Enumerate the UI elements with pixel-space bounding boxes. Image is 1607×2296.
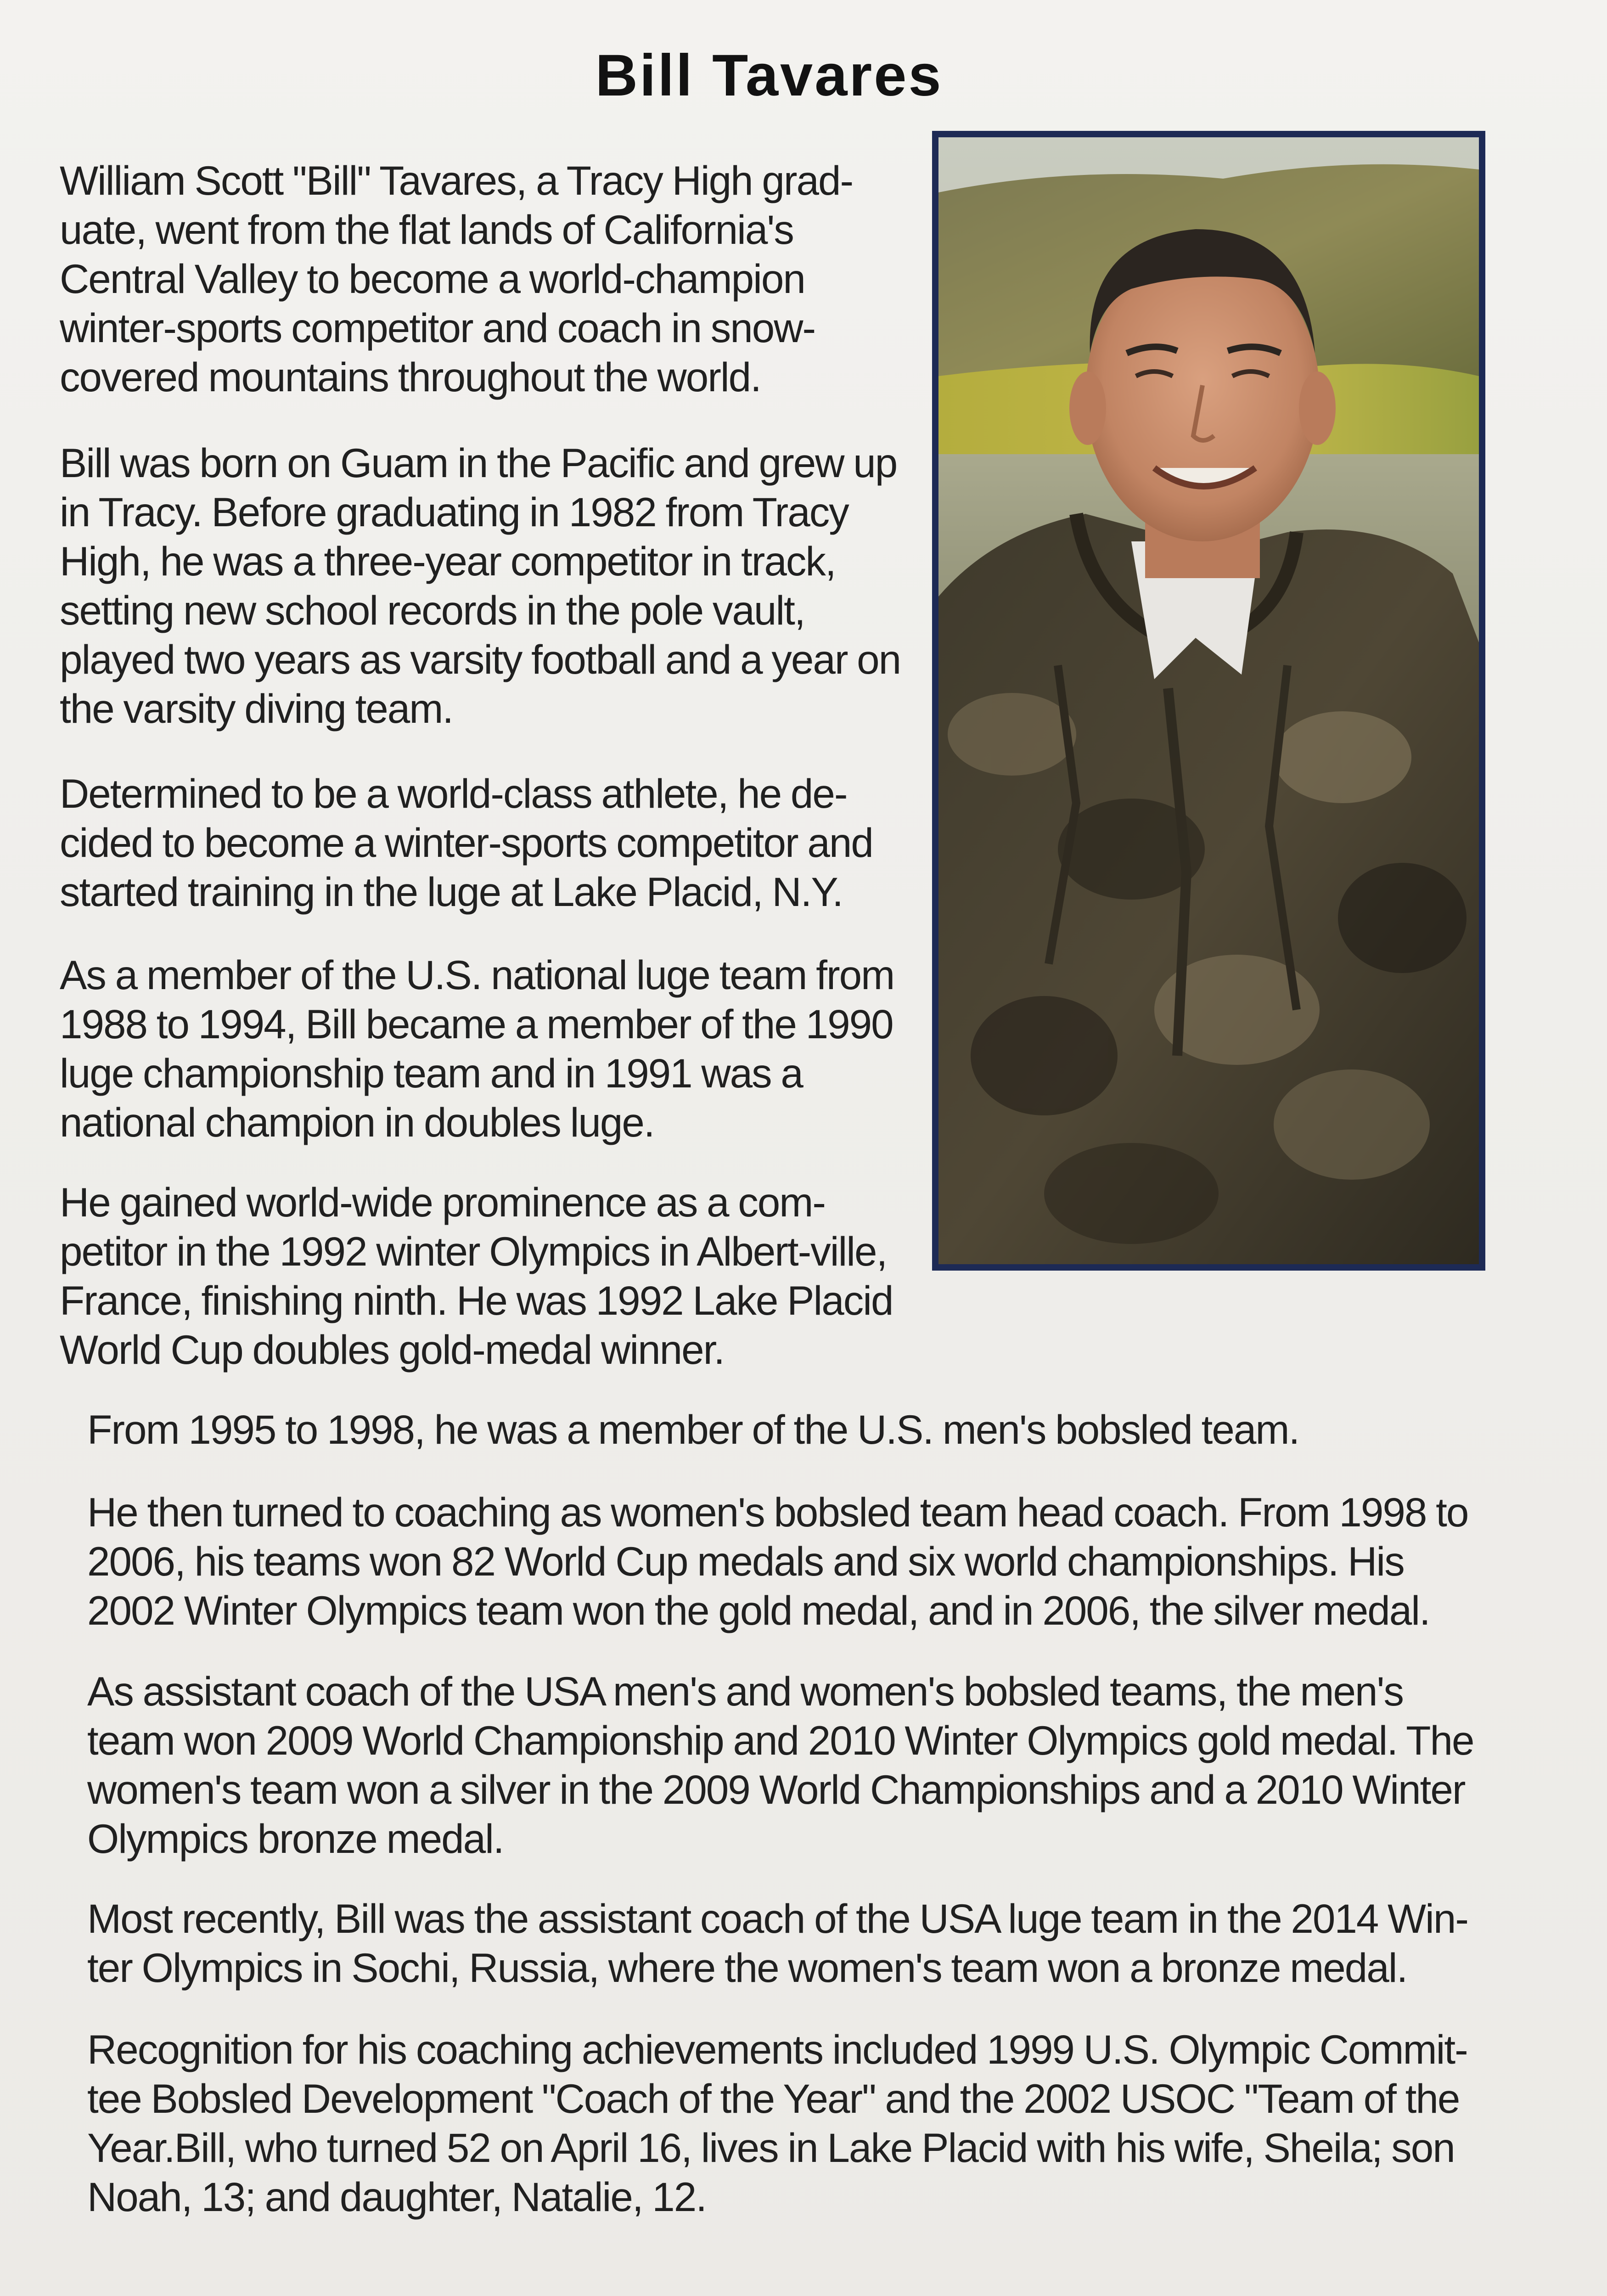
paragraph-early-life: Bill was born on Guam in the Pacific and grew up in Tracy. Before graduating in 1982 from Tracy High, he was a three-year competitor in track, setting new school records in the pole vault, played two years as varsity football and a year on the varsity diving team. (60, 440, 901, 732)
paragraph-recognition: Recognition for his coaching achievements included 1999 U.S. Olympic Commit-tee Bobsled Development "Coach of the Year" and the 2002 USOC "Team of the Year.Bill, who turned 52 on April 16, lives in Lake Placid with his wife, Sheila; son Noah, 13; and daughter, Natalie, 12. (87, 2026, 1467, 2220)
paragraph-olympics-1992: He gained world-wide prominence as a com-petitor in the 1992 winter Olympics in Albert-ville, France, finishing ninth. He was 1992 Lake Placid World Cup doubles gold-medal winner. (60, 1179, 893, 1373)
paragraph-assistant-coach: As assistant coach of the USA men's and women's bobsled teams, the men's team won 2009 World Championship and 2010 Winter Olympics gold medal. The women's team won a silver in the 2009 World Championships and a 2010 Winter Olympics bronze medal. (87, 1668, 1474, 1862)
paragraph-coaching: He then turned to coaching as women's bobsled team head coach. From 1998 to 2006, his teams won 82 World Cup medals and six world championships. His 2002 Winter Olympics team won the gold medal, and in 2006, the silver medal. (87, 1489, 1468, 1633)
paragraph-intro: William Scott "Bill" Tavares, a Tracy High grad-uate, went from the flat lands of California's Central Valley to become a world-champion winter-sports competitor and coach in snow-covered mountains throughout the world. (60, 158, 853, 400)
portrait-photo-icon (938, 137, 1479, 1264)
paragraph-luge-start: Determined to be a world-class athlete, he de-cided to become a winter-sports competitor and started training in the luge at Lake Placid, N.Y. (60, 771, 873, 915)
paragraph-sochi: Most recently, Bill was the assistant coach of the USA luge team in the 2014 Win-ter Olympics in Sochi, Russia, where the women's team won a bronze medal. (87, 1896, 1468, 1991)
portrait-photo (932, 131, 1485, 1271)
page-title: Bill Tavares (595, 43, 943, 108)
paragraph-luge-team: As a member of the U.S. national luge team from 1988 to 1994, Bill became a member of the 1990 luge championship team and in 1991 was a national champion in doubles luge. (60, 952, 894, 1145)
paragraph-bobsled-team: From 1995 to 1998, he was a member of the U.S. men's bobsled team. (87, 1407, 1299, 1452)
